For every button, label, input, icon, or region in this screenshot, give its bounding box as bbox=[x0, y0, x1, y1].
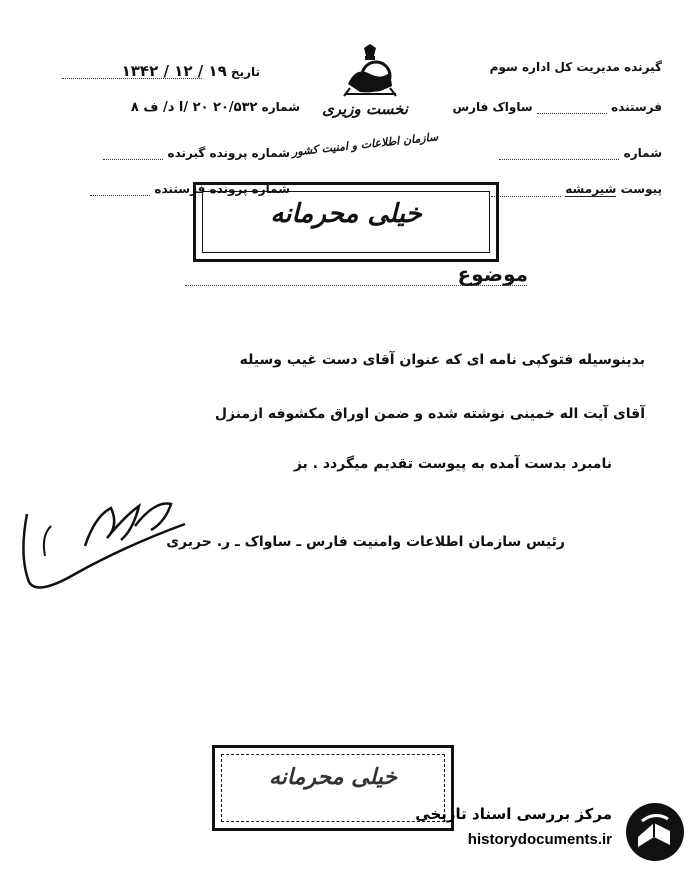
archive-logo-icon bbox=[624, 801, 686, 863]
number-line bbox=[499, 146, 662, 160]
watermark-title: مرکز بررسی اسناد تاریخی bbox=[415, 805, 612, 823]
date-value: ۱۹ / ۱۲ / ۱۳۴۲ bbox=[121, 62, 227, 80]
sender-value: ساواک فارس bbox=[452, 100, 533, 114]
body-line-2: آقای آیت اله خمینی نوشته شده و ضمن اوراق مکشوفه ازمنزل bbox=[214, 406, 645, 422]
date-label: تاریخ bbox=[230, 65, 260, 79]
org-subtitle: سازمان اطلاعات و امنیت کشور bbox=[291, 130, 439, 159]
recipient-line bbox=[490, 60, 662, 74]
sender-line bbox=[453, 100, 663, 114]
bottom-stamp-text: خیلی محرمانه bbox=[268, 764, 398, 790]
attachment-value: شیرمشه bbox=[565, 182, 617, 196]
doc-number-value: ۲۰/۵۳۲ ۲۰ /ا د/ ف ۸ bbox=[130, 100, 258, 115]
number-label: شماره bbox=[623, 146, 662, 160]
recipient-file-label: شماره پرونده گیرنده bbox=[167, 146, 290, 160]
body-line-3: نامبرد بدست آمده به پیوست تقدیم میگردد . بز bbox=[293, 456, 612, 472]
lion-and-sun-emblem-icon bbox=[336, 44, 404, 102]
doc-number-label: شماره bbox=[261, 100, 300, 114]
sender-file-dots bbox=[90, 195, 150, 196]
signer-title: رئیس سازمان اطلاعات وامنیت فارس ـ ساواک ـ ر. حریری bbox=[166, 534, 565, 550]
subject-label: موضوع bbox=[457, 262, 528, 286]
org-title: نخست وزیری bbox=[322, 100, 408, 118]
number-dots bbox=[499, 159, 619, 160]
attachment-line bbox=[491, 182, 662, 197]
handwritten-signature bbox=[15, 486, 215, 606]
doc-number-line bbox=[60, 100, 300, 115]
sender-dots bbox=[537, 113, 607, 114]
date-dots bbox=[62, 78, 202, 79]
sender-file-label: شماره پرونده فرستنده bbox=[154, 182, 290, 196]
subject-dots bbox=[185, 285, 527, 286]
sender-label: فرستنده bbox=[611, 100, 662, 114]
attachment-dots bbox=[491, 196, 561, 197]
recipient-value: مدیریت کل اداره سوم bbox=[489, 60, 620, 74]
stamp-text: خیلی محرمانه bbox=[270, 199, 422, 229]
body-line-1: بدینوسیله فتوکپی نامه ای که عنوان آقای دست غیب وسیله bbox=[239, 352, 645, 368]
recipient-label: گیرنده bbox=[624, 60, 662, 74]
watermark-url: historydocuments.ir bbox=[467, 831, 612, 848]
confidential-stamp bbox=[193, 182, 499, 262]
recipient-file-dots bbox=[103, 159, 163, 160]
recipient-file-line bbox=[50, 146, 290, 160]
attachment-label: پیوست bbox=[620, 182, 662, 196]
archive-watermark bbox=[400, 799, 690, 865]
